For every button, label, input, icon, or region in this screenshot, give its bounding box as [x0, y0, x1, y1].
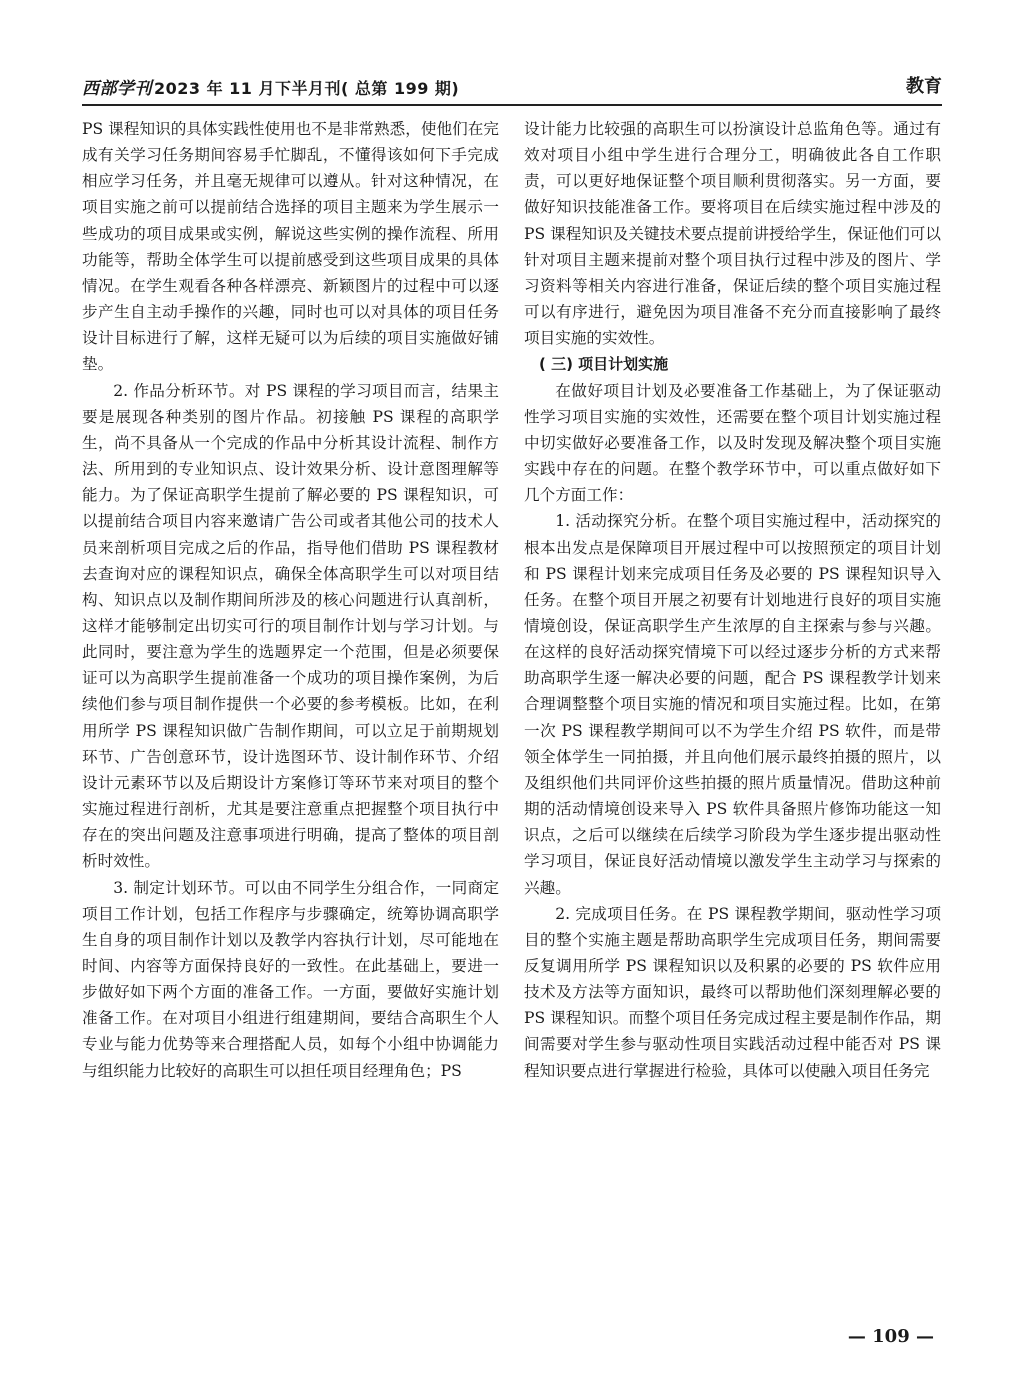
section-subheading: ( 三) 项目计划实施 [539, 355, 669, 374]
right-column [524, 116, 941, 1084]
section-label: 教育 [906, 76, 942, 97]
paragraph: 1. 活动探究分析。在整个项目实施过程中，活动探究的根本出发点是保障项目开展过程中可以按照预定的项目计划和 PS 课程计划来完成项目任务及必要的 PS 课程知识导入任务。在整个项目开展之初要有计划地进行良好的项目实施情境创设，保证高职学生产生浓厚的自主探索与参与兴趣。在这样的良好活动探究情境下可以经过逐步分析的方式来帮助高职学生逐一解决必要的问题，配合 PS 课程教学计划来合理调整整个项目实施的情况和项目实施过程。比如，在第一次 PS 课程教学期间可以不为学生介绍 PS 软件，而是带领全体学生一同拍摄，并且向他们展示最终拍摄的照片，以及组织他们共同评价这些拍摄的照片质量情况。借助这种前期的活动情境创设来导入 PS 软件具备照片修饰功能这一知识点，之后可以继续在后续学习阶段为学生逐步提出驱动性学习项目，保证良好活动情境以激发学生主动学习与探索的兴趣。 [524, 512, 941, 897]
paragraph: 在做好项目计划及必要准备工作基础上，为了保证驱动性学习项目实施的实效性，还需要在整个项目计划实施过程中切实做好必要准备工作，以及时发现及解决整个项目实施实践中存在的问题。在整个教学环节中，可以重点做好如下几个方面工作： [524, 381, 941, 505]
page-number: — 109 — [847, 1326, 934, 1347]
paragraph: 3. 制定计划环节。可以由不同学生分组合作，一同商定项目工作计划，包括工作程序与步骤确定，统筹协调高职学生自身的项目制作计划以及教学内容执行计划，尽可能地在时间、内容等方面保持良好的一致性。在此基础上，要进一步做好如下两个方面的准备工作。一方面，要做好实施计划准备工作。在对项目小组进行组建期间，要结合高职生个人专业与能力优势等来合理搭配人员，如每个小组中协调能力与组织能力比较好的高职生可以担任项目经理角色；PS [82, 878, 499, 1080]
journal-logo: 西部学刊 [82, 79, 152, 99]
paragraph: 设计能力比较强的高职生可以扮演设计总监角色等。通过有效对项目小组中学生进行合理分工，明确彼此各自工作职责，可以更好地保证整个项目顺利贯彻落实。另一方面，要做好知识技能准备工作。要将项目在后续实施过程中涉及的 PS 课程知识及关键技术要点提前讲授给学生，保证他们可以针对项目主题来提前对整个项目执行过程中涉及的图片、学习资料等相关内容进行准备，保证后续的整个项目实施过程可以有序进行，避免因为项目准备不充分而直接影响了最终项目实施的实效性。 [524, 120, 941, 348]
left-column [82, 116, 499, 1084]
running-header [82, 70, 942, 100]
issue-info: 2023 年 11 月下半月刊( 总第 199 期) [154, 79, 460, 98]
paragraph: PS 课程知识的具体实践性使用也不是非常熟悉，使他们在完成有关学习任务期间容易手忙脚乱，不懂得该如何下手完成相应学习任务，并且毫无规律可以遵从。针对这种情况，在项目实施之前可以提前结合选择的项目主题来为学生展示一些成功的项目成果或实例，解说这些实例的操作流程、所用功能等，帮助全体学生可以提前感受到这些项目成果的具体情况。在学生观看各种各样漂亮、新颖图片的过程中可以逐步产生自主动手操作的兴趣，同时也可以对具体的项目任务设计目标进行了解，这样无疑可以为后续的项目实施做好铺垫。 [82, 120, 499, 374]
paragraph: 2. 作品分析环节。对 PS 课程的学习项目而言，结果主要是展现各种类别的图片作品。初接触 PS 课程的高职学生，尚不具备从一个完成的作品中分析其设计流程、制作方法、所用到的专业知识点、设计效果分析、设计意图理解等能力。为了保证高职学生提前了解必要的 PS 课程知识，可以提前结合项目内容来邀请广告公司或者其他公司的技术人员来剖析项目完成之后的作品，指导他们借助 PS 课程教材去查询对应的课程知识点，确保全体高职学生可以对项目结构、知识点以及制作期间所涉及的核心问题进行认真剖析，这样才能够制定出切实可行的项目制作计划与学习计划。与此同时，要注意为学生的选题界定一个范围，但是必须要保证可以为高职学生提前准备一个成功的项目操作案例，为后续他们参与项目制作提供一个必要的参考模板。比如，在利用所学 PS 课程知识做广告制作期间，可以立足于前期规划环节、广告创意环节，设计选图环节、设计制作环节、介绍设计元素环节以及后期设计方案修订等环节来对项目的整个实施过程进行剖析，尤其是要注意重点把握整个项目执行中存在的突出问题及注意事项进行明确，提高了整体的项目剖析时效性。 [82, 381, 499, 871]
paragraph: 2. 完成项目任务。在 PS 课程教学期间，驱动性学习项目的整个实施主题是帮助高职学生完成项目任务，期间需要反复调用所学 PS 课程知识以及积累的必要的 PS 软件应用技术及方法等方面知识，最终可以帮助他们深刻理解必要的 PS 课程知识。而整个项目任务完成过程主要是制作作品，期间需要对学生参与驱动性项目实践活动过程中能否对 PS 课程知识要点进行掌握进行检验，具体可以使融入项目任务完 [524, 904, 941, 1080]
header-rule [82, 104, 942, 106]
header-journal-issue [82, 74, 459, 99]
